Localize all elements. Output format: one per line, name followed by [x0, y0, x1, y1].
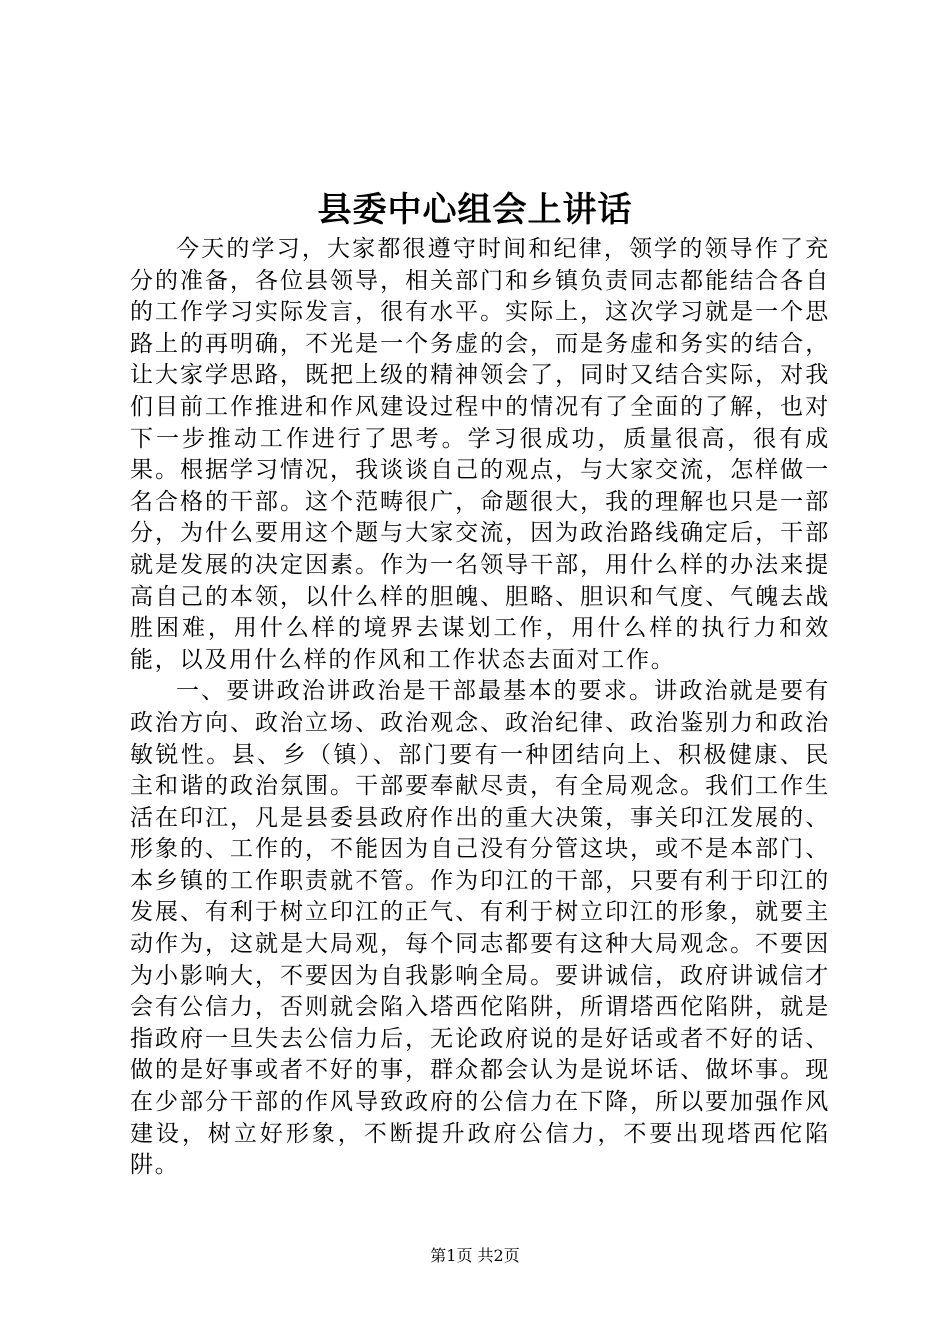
page-number-footer: 第1页 共2页 [430, 1246, 520, 1265]
document-body [130, 234, 830, 1182]
document-title: 县委中心组会上讲话 [317, 190, 633, 230]
paragraph-intro: 今天的学习，大家都很遵守时间和纪律，领学的领导作了充分的准备，各位县领导，相关部门和乡镇负责同志都能结合各自的工作学习实际发言，很有水平。实际上，这次学习就是一个思路上的再明确，不光是一个务虚的会，而是务虚和务实的结合，让大家学思路，既把上级的精神领会了，同时又结合实际，对我们目前工作推进和作风建设过程中的情况有了全面的了解，也对下一步推动工作进行了思考。学习很成功，质量很高，很有成果。根据学习情况，我谈谈自己的观点，与大家交流，怎样做一名合格的干部。这个范畴很广，命题很大，我的理解也只是一部分，为什么要用这个题与大家交流，因为政治路线确定后，干部就是发展的决定因素。作为一名领导干部，用什么样的办法来提高自己的本领，以什么样的胆魄、胆略、胆识和气度、气魄去战胜困难，用什么样的境界去谋划工作，用什么样的执行力和效能，以及用什么样的作风和工作状态去面对工作。 [130, 236, 830, 673]
paragraph-politics: 一、要讲政治讲政治是干部最基本的要求。讲政治就是要有政治方向、政治立场、政治观念、政治纪律、政治鉴别力和政治敏锐性。县、乡（镇）、部门要有一种团结向上、积极健康、民主和谐的政治氛围。干部要奉献尽责，有全局观念。我们工作生活在印江，凡是县委县政府作出的重大决策，事关印江发展的、形象的、工作的，不能因为自己没有分管这块，或不是本部门、本乡镇的工作职责就不管。作为印江的干部，只要有利于印江的发展、有利于树立印江的正气、有利于树立印江的形象，就要主动作为，这就是大局观，每个同志都要有这种大局观念。不要因为小影响大，不要因为自我影响全局。要讲诚信，政府讲诚信才会有公信力，否则就会陷入塔西佗陷阱，所谓塔西佗陷阱，就是指政府一旦失去公信力后，无论政府说的是好话或者不好的话、做的是好事或者不好的事，群众都会认为是说坏话、做坏事。现在少部分干部的作风导致政府的公信力在下降，所以要加强作风建设，树立好形象，不断提升政府公信力，不要出现塔西佗陷阱。 [130, 678, 830, 1179]
